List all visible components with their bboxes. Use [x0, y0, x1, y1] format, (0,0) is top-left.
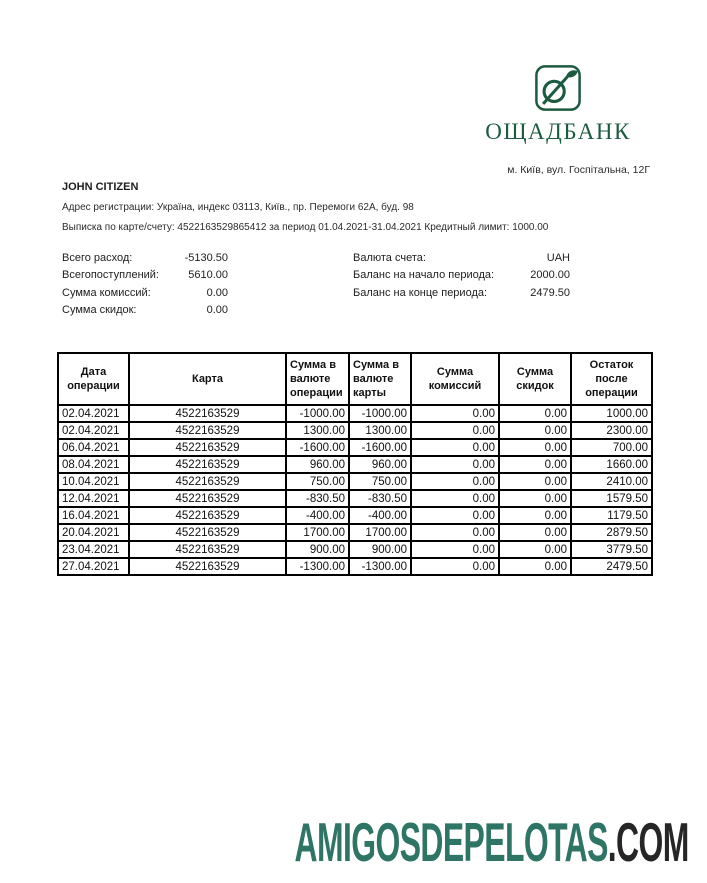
table-row [58, 439, 652, 456]
customer-name: JOHN CITIZEN [62, 181, 139, 193]
table-cell: -830.50 [286, 490, 349, 507]
table-cell: 2410.00 [571, 473, 652, 490]
table-cell: 12.04.2021 [58, 490, 129, 507]
table-cell: 06.04.2021 [58, 439, 129, 456]
table-cell: 0.00 [499, 541, 571, 558]
table-cell: 0.00 [411, 405, 499, 422]
table-cell: 0.00 [411, 422, 499, 439]
summary-value: 0.00 [206, 303, 228, 316]
bank-address: м. Київ, вул. Госпітальна, 12Г [507, 164, 650, 176]
summary-label: Всегопоступлений: [62, 269, 159, 282]
summary-right [353, 250, 570, 302]
summary-label: Баланс на конце периода: [353, 286, 488, 299]
table-cell: 0.00 [411, 541, 499, 558]
table-cell: 08.04.2021 [58, 456, 129, 473]
summary-value: 5610.00 [188, 269, 228, 282]
table-cell: 0.00 [499, 473, 571, 490]
table-cell: 0.00 [411, 507, 499, 524]
table-cell: 0.00 [499, 524, 571, 541]
table-cell: 0.00 [499, 490, 571, 507]
table-row [58, 473, 652, 490]
table-cell: 750.00 [349, 473, 411, 490]
watermark [295, 810, 689, 874]
table-header-cell: Сумма комиссий [411, 353, 499, 405]
table-cell: 0.00 [411, 524, 499, 541]
table-cell: 0.00 [411, 558, 499, 575]
table-cell: -830.50 [349, 490, 411, 507]
summary-row [62, 267, 228, 284]
table-row [58, 558, 652, 575]
table-cell: 4522163529 [129, 456, 286, 473]
table-cell: 23.04.2021 [58, 541, 129, 558]
table-cell: 10.04.2021 [58, 473, 129, 490]
table-cell: 4522163529 [129, 541, 286, 558]
table-cell: 2879.50 [571, 524, 652, 541]
table-cell: 27.04.2021 [58, 558, 129, 575]
table-cell: 1300.00 [286, 422, 349, 439]
bank-name: ОЩАДБАНК [485, 119, 631, 144]
table-cell: -400.00 [349, 507, 411, 524]
table-cell: 4522163529 [129, 405, 286, 422]
table-header-cell: Сумма в валюте операции [286, 353, 349, 405]
table-cell: 1700.00 [349, 524, 411, 541]
table-cell: 0.00 [499, 456, 571, 473]
transactions-table [57, 352, 653, 576]
table-cell: -1000.00 [286, 405, 349, 422]
table-cell: -1600.00 [286, 439, 349, 456]
table-row [58, 456, 652, 473]
table-cell: 0.00 [499, 439, 571, 456]
summary-label: Баланс на начало периода: [353, 269, 495, 282]
summary-row [62, 250, 228, 267]
registration-address: Адрес регистрации: Україна, индекс 03113, Київ., пр. Перемоги 62А, буд. 98 [62, 202, 414, 213]
table-row [58, 507, 652, 524]
table-row [58, 541, 652, 558]
table-cell: 960.00 [349, 456, 411, 473]
summary-label: Сумма комиссий: [62, 286, 151, 299]
summary-row [353, 285, 570, 302]
table-cell: 3779.50 [571, 541, 652, 558]
table-cell: 4522163529 [129, 490, 286, 507]
table-header-cell: Сумма скидок [499, 353, 571, 405]
table-body [58, 405, 652, 575]
table-cell: 0.00 [411, 439, 499, 456]
bank-logo-block [482, 64, 634, 145]
table-row [58, 490, 652, 507]
summary-value: 2000.00 [530, 269, 570, 282]
summary-label: Сумма скидок: [62, 303, 137, 316]
summary-label: Валюта счета: [353, 252, 426, 264]
table-cell: -400.00 [286, 507, 349, 524]
table-cell: 0.00 [499, 558, 571, 575]
table-cell: -1300.00 [349, 558, 411, 575]
table-cell: 02.04.2021 [58, 405, 129, 422]
summary-row [353, 250, 570, 267]
summary-value: UAH [546, 252, 570, 264]
table-cell: -1000.00 [349, 405, 411, 422]
table-cell: 900.00 [286, 541, 349, 558]
summary-row [353, 267, 570, 284]
table-cell: 20.04.2021 [58, 524, 129, 541]
table-cell: 1300.00 [349, 422, 411, 439]
table-cell: 4522163529 [129, 439, 286, 456]
summary-row [62, 285, 228, 302]
customer-block [62, 181, 622, 242]
table-cell: 2300.00 [571, 422, 652, 439]
table-cell: -1600.00 [349, 439, 411, 456]
table-cell: 4522163529 [129, 422, 286, 439]
table-cell: 1000.00 [571, 405, 652, 422]
table-cell: 0.00 [499, 507, 571, 524]
table-cell: 0.00 [411, 456, 499, 473]
oschadbank-logo-icon [534, 64, 582, 112]
summary-value: 0.00 [206, 286, 228, 299]
summary-left [62, 250, 228, 319]
table-row [58, 405, 652, 422]
table-cell: 700.00 [571, 439, 652, 456]
table-cell: 0.00 [499, 405, 571, 422]
table-cell: 1179.50 [571, 507, 652, 524]
table-row [58, 422, 652, 439]
table-cell: 02.04.2021 [58, 422, 129, 439]
table-cell: 1579.50 [571, 490, 652, 507]
table-cell: 4522163529 [129, 473, 286, 490]
summary-label: Всего расход: [62, 252, 133, 264]
table-header-cell: Сумма в валюте карты [349, 353, 411, 405]
table-cell: 960.00 [286, 456, 349, 473]
table-cell: 4522163529 [129, 524, 286, 541]
table-cell: 900.00 [349, 541, 411, 558]
table-cell: 1700.00 [286, 524, 349, 541]
table-cell: 4522163529 [129, 558, 286, 575]
table-cell: 0.00 [499, 422, 571, 439]
table-cell: 2479.50 [571, 558, 652, 575]
table-header-cell: Остаток после операции [571, 353, 652, 405]
table-header-cell: Карта [129, 353, 286, 405]
table-cell: 0.00 [411, 473, 499, 490]
table-header-cell: Дата операции [58, 353, 129, 405]
watermark-tld: .COM [608, 811, 689, 873]
summary-value: -5130.50 [184, 252, 228, 264]
table-cell: 750.00 [286, 473, 349, 490]
table-header-row [58, 353, 652, 405]
statement-info-line: Выписка по карте/счету: 4522163529865412 за период 01.04.2021-31.04.2021 Кредитный лимит: 1000.00 [62, 222, 549, 233]
table-cell: 0.00 [411, 490, 499, 507]
watermark-name: AMIGOSDEPELOTAS [294, 811, 609, 873]
summary-value: 2479.50 [530, 286, 570, 299]
table-cell: 4522163529 [129, 507, 286, 524]
table-cell: 1660.00 [571, 456, 652, 473]
table-cell: -1300.00 [286, 558, 349, 575]
summary-row [62, 302, 228, 319]
table-cell: 16.04.2021 [58, 507, 129, 524]
table-row [58, 524, 652, 541]
